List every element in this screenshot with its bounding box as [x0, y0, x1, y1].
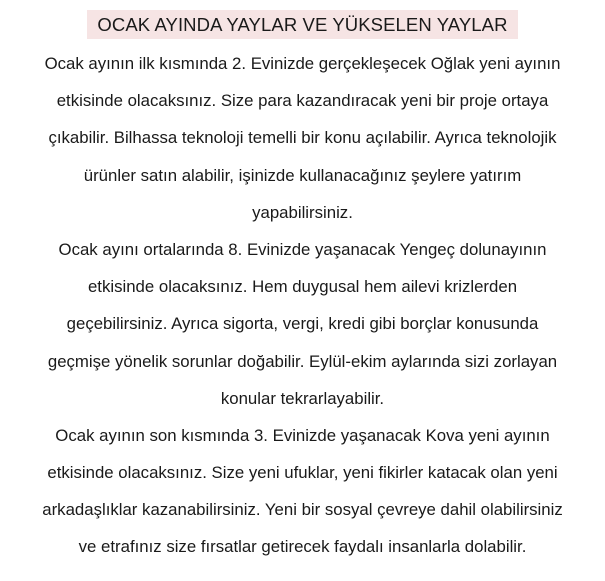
text-line: Ocak ayının ilk kısmında 2. Evinizde gerçekleşecek Oğlak yeni ayının — [44, 54, 561, 73]
text-line: ve etrafınız size fırsatlar getirecek faydalı insanlarla dolabilir. — [78, 537, 527, 557]
text-line: etkisinde olacaksınız. Hem duygusal hem ailevi krizlerden — [87, 277, 518, 297]
text-line: konular tekrarlayabilir. — [220, 388, 385, 408]
text-line: geçebilirsiniz. Ayrıca sigorta, vergi, kredi gibi borçlar konusunda — [66, 314, 539, 334]
text-line: Ocak ayını ortalarında 8. Evinizde yaşanacak Yengeç dolunayının — [58, 239, 547, 259]
section-title: OCAK AYINDA YAYLAR VE YÜKSELEN YAYLAR — [87, 10, 517, 39]
title-container — [0, 10, 605, 39]
paragraph-early-january — [0, 45, 605, 231]
paragraph-mid-january — [0, 231, 605, 417]
text-line: Ocak ayının son kısmında 3. Evinizde yaşanacak Kova yeni ayının — [55, 425, 550, 445]
text-line: geçmişe yönelik sorunlar doğabilir. Eylül-ekim aylarında sizi zorlayan — [47, 351, 558, 371]
text-line: ürünler satın alabilir, işinizde kullanacağınız şeylere yatırım — [83, 165, 522, 185]
text-line: etkisinde olacaksınız. Size yeni ufuklar, yeni fikirler katacak olan yeni — [47, 463, 558, 483]
text-line: yapabilirsiniz. — [252, 202, 353, 222]
text-line: çıkabilir. Bilhassa teknoloji temelli bir konu açılabilir. Ayrıca teknolojik — [48, 128, 557, 148]
paragraph-late-january — [0, 417, 605, 566]
text-line: arkadaşlıklar kazanabilirsiniz. Yeni bir sosyal çevreye dahil olabilirsiniz — [42, 500, 563, 520]
text-line: etkisinde olacaksınız. Size para kazandıracak yeni bir proje ortaya — [56, 91, 549, 111]
